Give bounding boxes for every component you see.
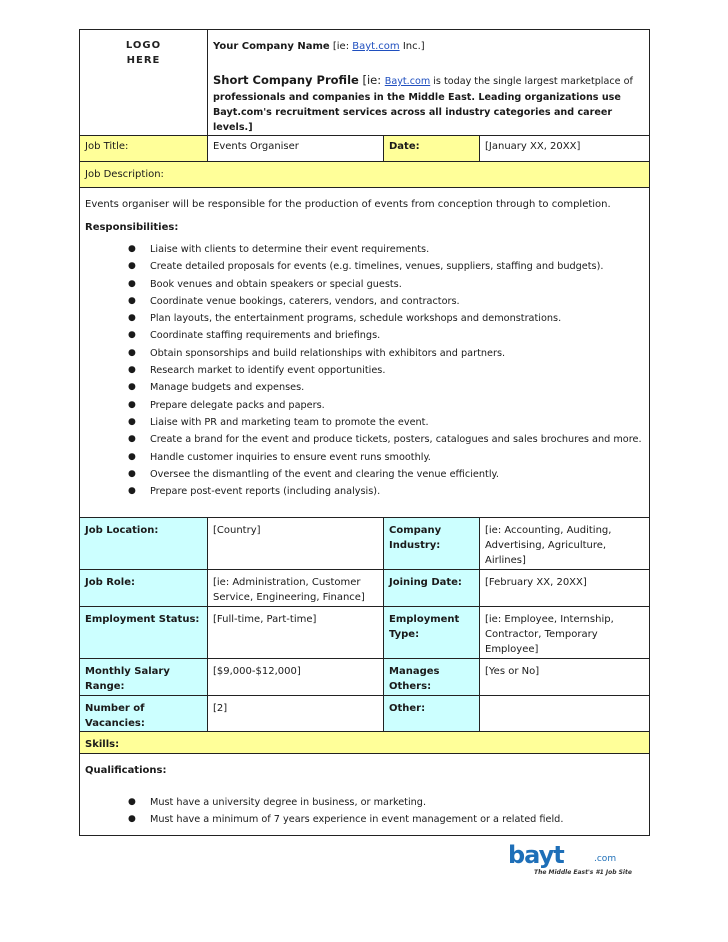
bullet-icon: ●: [128, 313, 136, 324]
list-item: [128, 466, 644, 483]
company-name-prefix: [ie:: [329, 41, 353, 52]
company-name: [213, 39, 644, 54]
employment-status-value: [Full-time, Part-time]: [208, 607, 384, 659]
list-item: [128, 310, 644, 327]
responsibility-text: Manage budgets and expenses.: [150, 382, 305, 394]
company-industry-value: [ie: Accounting, Auditing, Advertising, Agriculture, Airlines]: [480, 518, 650, 570]
qualifications-row: [80, 754, 650, 836]
job-title-row: [80, 136, 650, 162]
manages-others-value: [Yes or No]: [480, 659, 650, 696]
profile-link[interactable]: Bayt.com: [384, 76, 431, 87]
skills-label: Skills:: [80, 732, 650, 754]
qualification-text: Must have a minimum of 7 years experience in event management or a related field.: [150, 814, 564, 826]
job-description-body-row: [80, 188, 650, 518]
logo-placeholder: [80, 30, 208, 136]
list-item: [128, 811, 644, 828]
list-item: [128, 241, 644, 258]
job-form-table: [79, 29, 650, 836]
salary-row: [80, 659, 650, 696]
job-description-body: [80, 188, 650, 518]
bullet-icon: ●: [128, 814, 136, 825]
job-role-value: [ie: Administration, Customer Service, Engineering, Finance]: [208, 570, 384, 607]
employment-type-label: Employment Type:: [384, 607, 480, 659]
responsibility-text: Liaise with PR and marketing team to promote the event.: [150, 416, 429, 428]
responsibility-text: Coordinate staffing requirements and briefings.: [150, 330, 381, 342]
bayt-tagline: The Middle East's #1 Job Site: [534, 869, 632, 876]
qualifications-body: [80, 754, 650, 836]
bullet-icon: ●: [128, 797, 136, 807]
job-title-label: Job Title:: [80, 136, 208, 162]
responsibility-text: Obtain sponsorships and build relationships with exhibitors and partners.: [150, 347, 506, 359]
responsibility-text: Liaise with clients to determine their event requirements.: [150, 244, 430, 255]
logo-line-2: HERE: [126, 55, 161, 66]
company-info: [208, 30, 650, 136]
other-value: [480, 696, 650, 732]
company-name-suffix: Inc.]: [399, 41, 425, 52]
location-row: [80, 518, 650, 570]
profile-label: Short Company Profile: [213, 73, 359, 87]
company-name-link[interactable]: Bayt.com: [352, 41, 400, 52]
employment-row: [80, 607, 650, 659]
bullet-icon: ●: [128, 434, 136, 445]
job-description-label-row: [80, 162, 650, 188]
responsibility-text: Oversee the dismantling of the event and clearing the venue efficiently.: [150, 468, 499, 480]
list-item: [128, 449, 644, 466]
bayt-logo-icon: [508, 843, 643, 878]
responsibility-text: Prepare post-event reports (including analysis).: [150, 486, 381, 498]
bullet-icon: ●: [128, 468, 136, 479]
job-description-label: Job Description:: [80, 162, 650, 188]
list-item: [128, 379, 644, 396]
bullet-icon: ●: [128, 330, 136, 341]
list-item: [128, 794, 644, 811]
responsibility-text: Plan layouts, the entertainment programs, schedule workshops and demonstrations.: [150, 313, 562, 325]
responsibilities-list: [85, 241, 644, 500]
bullet-icon: ●: [128, 347, 136, 358]
job-role-label: Job Role:: [80, 570, 208, 607]
list-item: [128, 327, 644, 344]
bayt-wordmark: bayt: [508, 843, 564, 869]
job-location-label: Job Location:: [80, 518, 208, 570]
joining-date-value: [February XX, 20XX]: [480, 570, 650, 607]
profile-first-line: is today the single largest marketplace of: [430, 76, 633, 87]
bullet-icon: ●: [128, 244, 136, 254]
responsibility-text: Create a brand for the event and produce tickets, posters, catalogues and sales brochures and more.: [150, 434, 642, 446]
skills-row: [80, 732, 650, 754]
qualification-text: Must have a university degree in business, or marketing.: [150, 797, 427, 808]
responsibility-text: Create detailed proposals for events (e.g. timelines, venues, suppliers, staffing and budgets).: [150, 261, 604, 273]
role-row: [80, 570, 650, 607]
responsibility-text: Coordinate venue bookings, caterers, vendors, and contractors.: [150, 295, 460, 307]
list-item: [128, 431, 644, 448]
employment-type-value: [ie: Employee, Internship, Contractor, Temporary Employee]: [480, 607, 650, 659]
list-item: [128, 258, 644, 275]
company-name-label: Your Company Name: [213, 41, 330, 52]
list-item: [128, 483, 644, 500]
job-title-value: Events Organiser: [208, 136, 384, 162]
other-label: Other:: [384, 696, 480, 732]
bullet-icon: ●: [128, 399, 136, 410]
vacancies-row: [80, 696, 650, 732]
qualifications-list: [85, 794, 644, 829]
list-item: [128, 362, 644, 379]
bullet-icon: ●: [128, 365, 136, 376]
job-location-value: [Country]: [208, 518, 384, 570]
bullet-icon: ●: [128, 486, 136, 497]
logo-line-1: LOGO: [125, 40, 162, 51]
date-label: Date:: [384, 136, 480, 162]
list-item: [128, 397, 644, 414]
company-profile: [213, 72, 644, 90]
joining-date-label: Joining Date:: [384, 570, 480, 607]
responsibility-text: Prepare delegate packs and papers.: [150, 399, 325, 411]
date-value: [January XX, 20XX]: [480, 136, 650, 162]
bullet-icon: ●: [128, 416, 136, 427]
bullet-icon: ●: [128, 451, 136, 462]
job-description-form: [79, 29, 649, 836]
vacancies-value: [2]: [208, 696, 384, 732]
list-item: [128, 414, 644, 431]
list-item: [128, 293, 644, 310]
bullet-icon: ●: [128, 261, 136, 272]
bullet-icon: ●: [128, 278, 136, 289]
responsibility-text: Research market to identify event opportunities.: [150, 365, 386, 377]
profile-text: professionals and companies in the Middle East. Leading organizations use Bayt.com's recruitment services across all industry categories and career levels.]: [213, 92, 621, 133]
bayt-logo: [508, 843, 643, 878]
bullet-icon: ●: [128, 382, 136, 393]
bayt-suffix: .com: [594, 854, 617, 864]
manages-others-label: Manages Others:: [384, 659, 480, 696]
header-row: [80, 30, 650, 136]
list-item: [128, 276, 644, 293]
responsibility-text: Book venues and obtain speakers or special guests.: [150, 278, 402, 290]
employment-status-label: Employment Status:: [80, 607, 208, 659]
company-industry-label: Company Industry:: [384, 518, 480, 570]
responsibilities-label: Responsibilities:: [85, 222, 179, 233]
vacancies-label: Number of Vacancies:: [80, 696, 208, 732]
salary-range-value: [$9,000-$12,000]: [208, 659, 384, 696]
salary-range-label: Monthly Salary Range:: [80, 659, 208, 696]
list-item: [128, 345, 644, 362]
job-description-text: Events organiser will be responsible for the production of events from conception through to completion.: [85, 199, 611, 210]
qualifications-label: Qualifications:: [85, 765, 167, 776]
responsibility-text: Handle customer inquiries to ensure event runs smoothly.: [150, 451, 431, 463]
bullet-icon: ●: [128, 295, 136, 306]
profile-prefix: [ie:: [358, 73, 385, 87]
